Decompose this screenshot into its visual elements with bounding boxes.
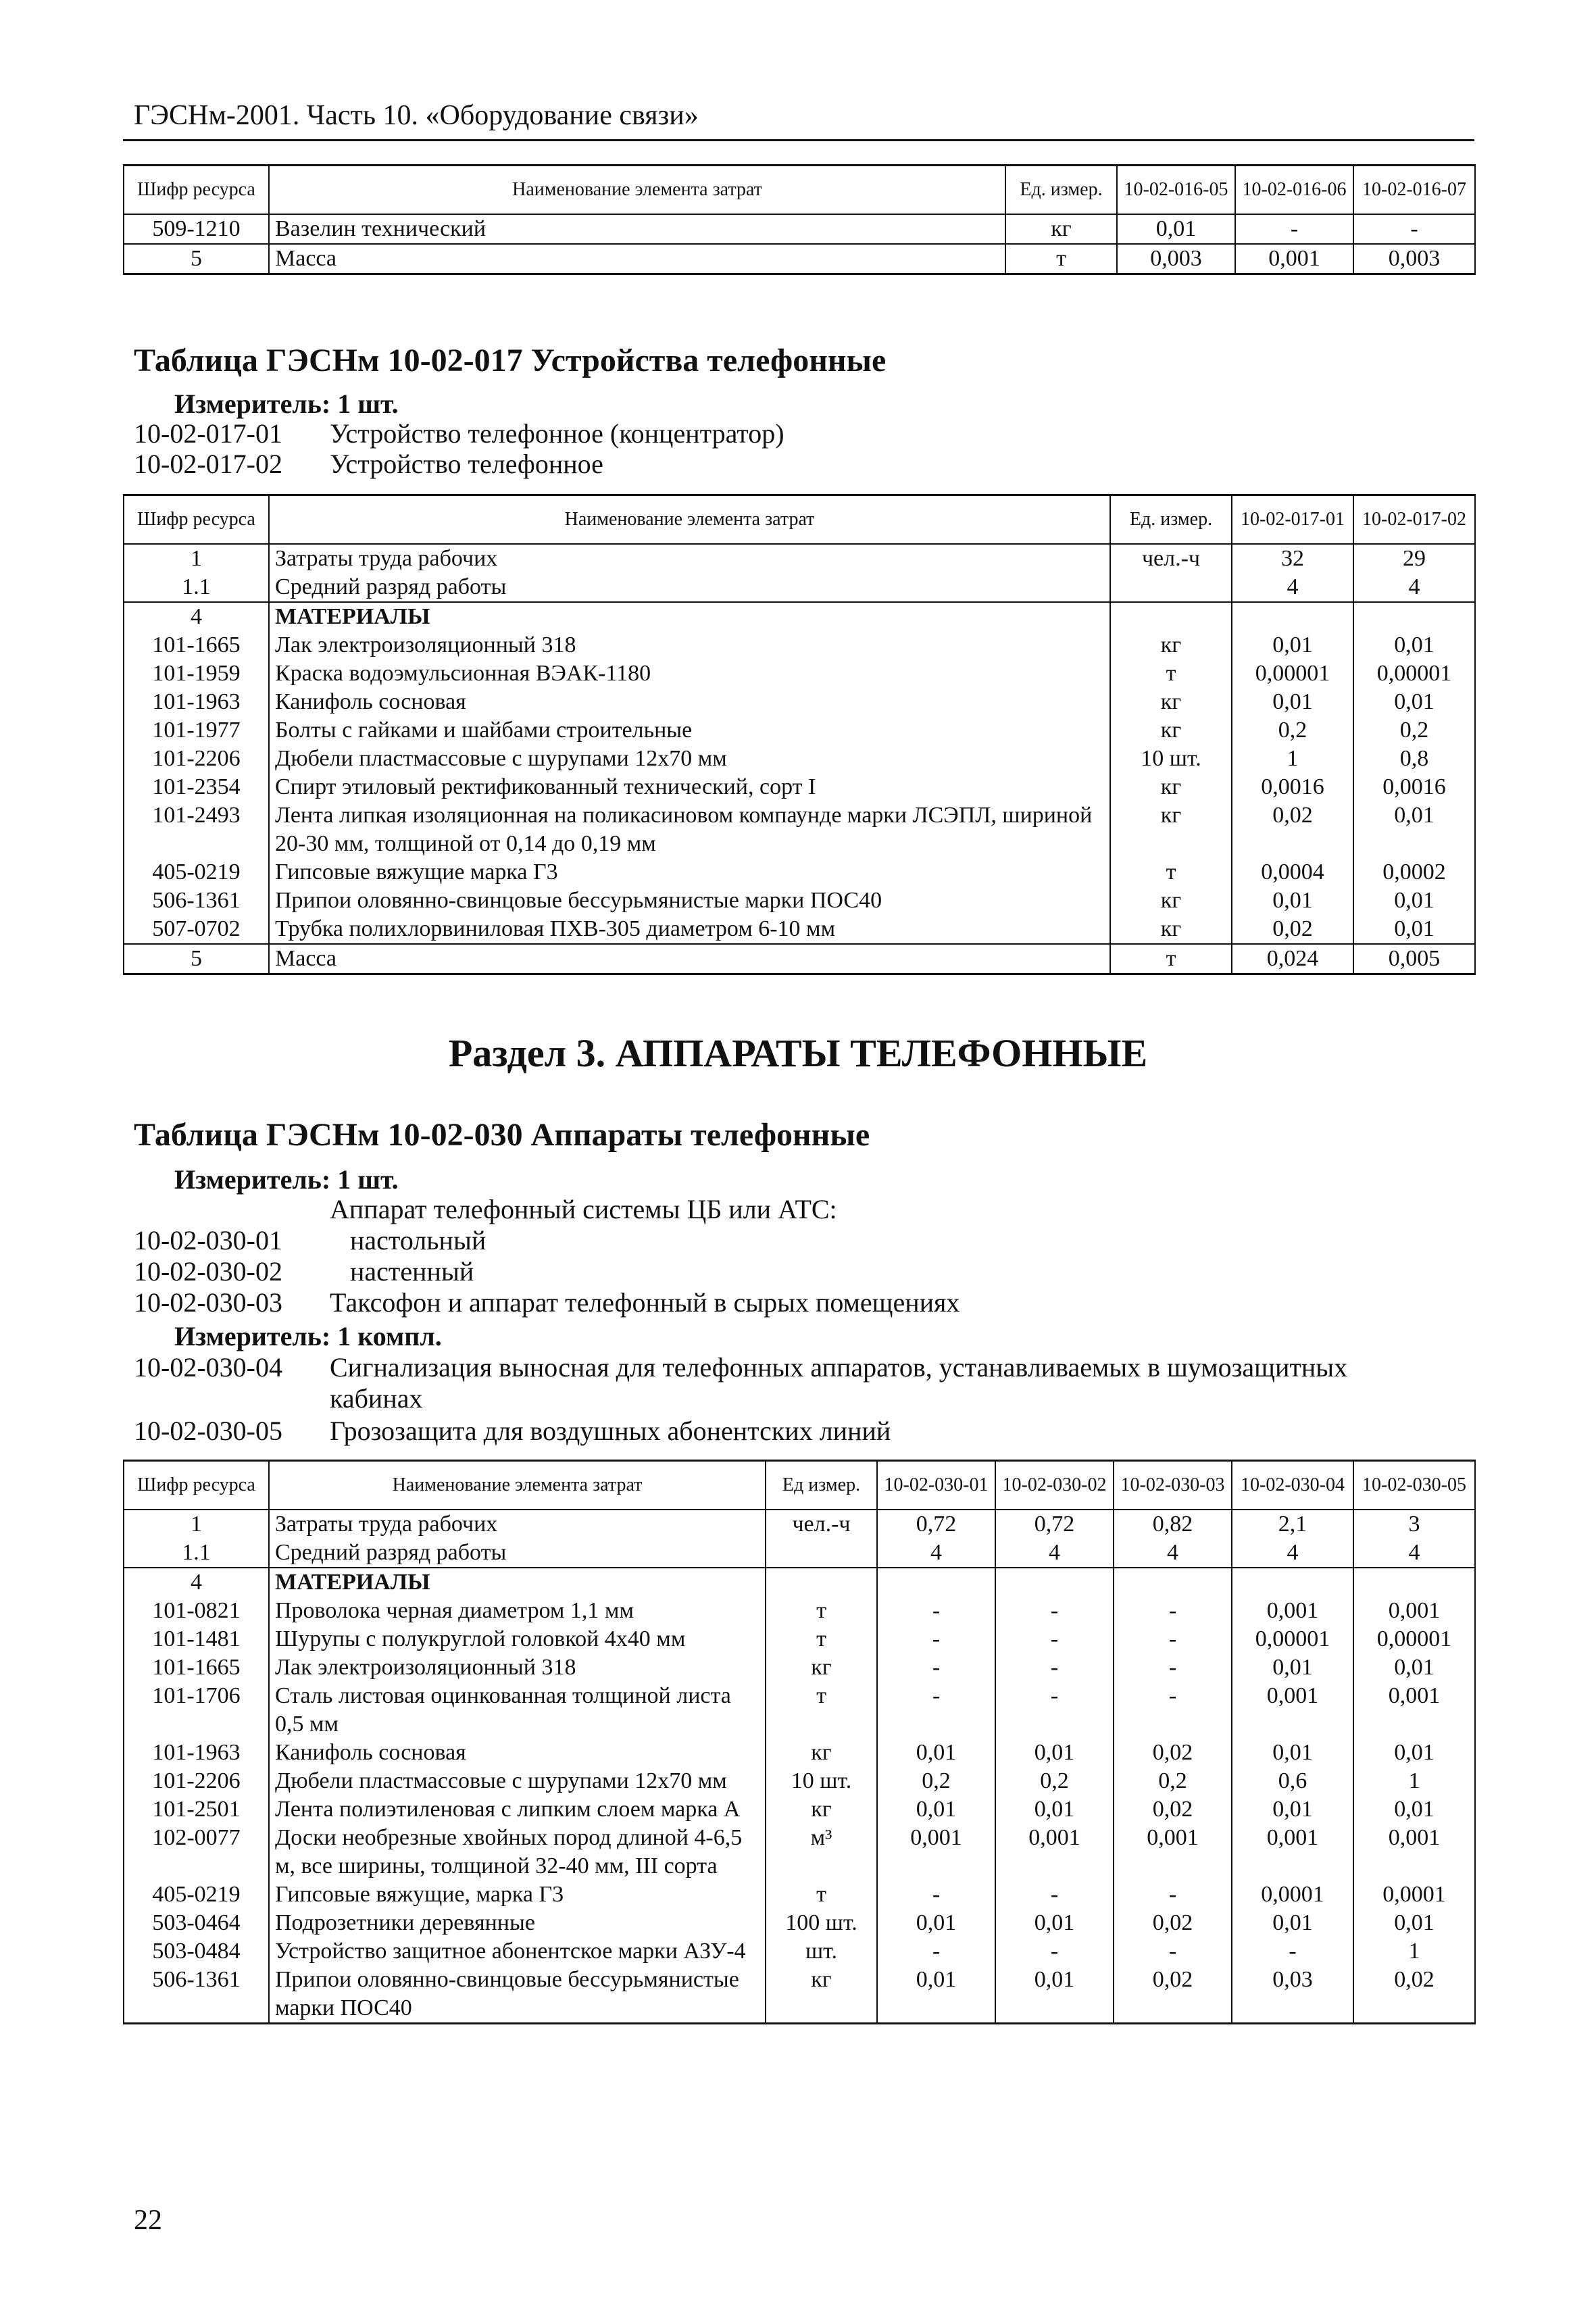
- cell-description: Болты с гайками и шайбами строительные: [269, 716, 1110, 745]
- cell-value: -: [877, 1881, 995, 1909]
- cell-description: Краска водоэмульсионная ВЭАК-1180: [269, 659, 1110, 688]
- cell-value: -: [1114, 1682, 1232, 1739]
- cell-unit: [1110, 573, 1232, 602]
- cell-value: 0,001: [1232, 1682, 1353, 1739]
- cell-value: -: [1114, 1881, 1232, 1909]
- cell-value: 2,1: [1232, 1510, 1353, 1539]
- cell-value: -: [995, 1625, 1114, 1653]
- cell-unit: кг: [1110, 801, 1232, 858]
- cell-value: -: [877, 1682, 995, 1739]
- table-row: [124, 1966, 1475, 2024]
- cell-value: 29: [1353, 544, 1475, 573]
- column-header-name: Наименование элемента затрат: [269, 166, 1005, 214]
- work-item-code: 10-02-030-03: [134, 1287, 282, 1318]
- cell-value: -: [1232, 1937, 1353, 1966]
- cell-value: 0,01: [995, 1909, 1114, 1937]
- column-header: Шифр ресурса: [124, 495, 269, 544]
- cell-description: Проволока черная диаметром 1,1 мм: [269, 1597, 766, 1625]
- cell-value: 0,01: [1232, 1795, 1353, 1824]
- cell-resource-code: 101-1665: [124, 631, 269, 659]
- cell-description: Масса: [269, 944, 1110, 974]
- cell-value: 4: [1232, 573, 1353, 602]
- cell-value: 0,001: [1232, 1597, 1353, 1625]
- cell-unit: кг: [1110, 631, 1232, 659]
- work-item-code: 10-02-017-01: [134, 418, 282, 449]
- cell-resource-code: 101-2206: [124, 745, 269, 773]
- cell-resource-code: 1: [124, 1510, 269, 1539]
- cell-unit: чел.-ч: [766, 1510, 877, 1539]
- cell-description: Гипсовые вяжущие, марка Г3: [269, 1881, 766, 1909]
- cell-value: 0,82: [1114, 1510, 1232, 1539]
- cell-value: 0,005: [1353, 944, 1475, 974]
- cell-value: 0,01: [877, 1966, 995, 2024]
- cell-resource-code: 102-0077: [124, 1824, 269, 1881]
- cell-value: 4: [1353, 1539, 1475, 1568]
- cell-unit: кг: [766, 1966, 877, 2024]
- cell-resource-code: 506-1361: [124, 887, 269, 915]
- resource-table-017: [123, 494, 1476, 975]
- work-item-line: [134, 1354, 1347, 1381]
- table-header-row: [124, 495, 1475, 544]
- work-item-text: Грозозащита для воздушных абонентских линий: [330, 1416, 891, 1446]
- cell-value: -: [877, 1937, 995, 1966]
- table-row: [124, 716, 1475, 745]
- table-row: [124, 1653, 1475, 1682]
- cell-description: Устройство защитное абонентское марки АЗУ-4: [269, 1937, 766, 1966]
- table-row: [124, 1597, 1475, 1625]
- table-row: [124, 1625, 1475, 1653]
- column-header: Шифр ресурса: [124, 1461, 269, 1510]
- cell-value: -: [1114, 1937, 1232, 1966]
- cell-description: Затраты труда рабочих: [269, 544, 1110, 573]
- cell-unit: кг: [1110, 688, 1232, 716]
- cell-value: 0,00001: [1232, 1625, 1353, 1653]
- table-030-meter-2: Измеритель: 1 компл.: [174, 1321, 442, 1351]
- cell-description: Подрозетники деревянные: [269, 1909, 766, 1937]
- work-item-line: [134, 451, 603, 478]
- table-row: [124, 745, 1475, 773]
- cell-value: 0,2: [1353, 716, 1475, 745]
- table-row: [124, 214, 1475, 244]
- work-item-text-continued: кабинах: [330, 1383, 423, 1414]
- cell-value: 0,01: [1353, 631, 1475, 659]
- running-header: ГЭСНм-2001. Часть 10. «Оборудование связи»: [134, 100, 699, 131]
- cell-value: -: [877, 1653, 995, 1682]
- cell-value: 4: [1353, 573, 1475, 602]
- table-row: [124, 944, 1475, 974]
- cell-value: 0,001: [1114, 1824, 1232, 1881]
- cell-unit: кг: [1005, 214, 1117, 244]
- cell-value: 1: [1353, 1767, 1475, 1795]
- cell-unit: т: [766, 1881, 877, 1909]
- cell-value: 0,02: [1232, 915, 1353, 944]
- cell-value: 0,01: [1353, 688, 1475, 716]
- cell-value: [1232, 1568, 1353, 1597]
- cell-resource-code: 506-1361: [124, 1966, 269, 2024]
- work-item-text: настольный: [350, 1225, 487, 1255]
- cell-unit: т: [766, 1597, 877, 1625]
- cell-resource-code: 507-0702: [124, 915, 269, 944]
- cell-value: -: [995, 1682, 1114, 1739]
- cell-value: 0,02: [1114, 1966, 1232, 2024]
- column-header: 10-02-016-07: [1353, 166, 1475, 214]
- cell-value: 0,6: [1232, 1767, 1353, 1795]
- cell-value: -: [1114, 1625, 1232, 1653]
- cell-description: Лента полиэтиленовая с липким слоем марка А: [269, 1795, 766, 1824]
- column-header: 10-02-017-02: [1353, 495, 1475, 544]
- column-header: 10-02-016-05: [1117, 166, 1235, 214]
- cell-value: 0,0016: [1353, 773, 1475, 801]
- cell-value: 0,0004: [1232, 858, 1353, 887]
- cell-value: 0,01: [1232, 1739, 1353, 1767]
- cell-unit: кг: [1110, 915, 1232, 944]
- cell-value: 0,0001: [1353, 1881, 1475, 1909]
- cell-value: 0,01: [1353, 801, 1475, 858]
- cell-value: -: [877, 1625, 995, 1653]
- cell-description: Средний разряд работы: [269, 1539, 766, 1568]
- cell-resource-code: 503-0484: [124, 1937, 269, 1966]
- work-item-code: 10-02-030-04: [134, 1352, 282, 1383]
- cell-resource-code: 101-2493: [124, 801, 269, 858]
- cell-description: Дюбели пластмассовые с шурупами 12х70 мм: [269, 745, 1110, 773]
- cell-value: 0,01: [1353, 1653, 1475, 1682]
- cell-value: 0,00001: [1232, 659, 1353, 688]
- column-header: 10-02-030-04: [1232, 1461, 1353, 1510]
- cell-value: 4: [995, 1539, 1114, 1568]
- cell-description: Лак электроизоляционный 318: [269, 1653, 766, 1682]
- cell-unit: 10 шт.: [1110, 745, 1232, 773]
- cell-value: 0,0016: [1232, 773, 1353, 801]
- cell-unit: кг: [1110, 773, 1232, 801]
- cell-resource-code: 101-1481: [124, 1625, 269, 1653]
- work-item-code: 10-02-030-01: [134, 1225, 282, 1255]
- table-row: [124, 1937, 1475, 1966]
- cell-value: 0,003: [1117, 244, 1235, 274]
- cell-description: Канифоль сосновая: [269, 1739, 766, 1767]
- page-number: 22: [134, 2205, 162, 2236]
- work-item-line: [134, 1227, 486, 1254]
- column-header: 10-02-030-01: [877, 1461, 995, 1510]
- cell-value: -: [877, 1597, 995, 1625]
- work-item-code: 10-02-030-02: [134, 1256, 282, 1287]
- cell-value: 0,001: [995, 1824, 1114, 1881]
- cell-value: [1114, 1568, 1232, 1597]
- cell-value: 0,01: [877, 1795, 995, 1824]
- cell-resource-code: 101-1963: [124, 688, 269, 716]
- table-row: [124, 1909, 1475, 1937]
- column-header: 10-02-030-02: [995, 1461, 1114, 1510]
- work-item-text: Сигнализация выносная для телефонных аппаратов, устанавливаемых в шумозащитных: [330, 1352, 1348, 1383]
- cell-value: 0,01: [877, 1909, 995, 1937]
- cell-description: Вазелин технический: [269, 214, 1005, 244]
- cell-value: 0,003: [1353, 244, 1475, 274]
- cell-value: 0,03: [1232, 1966, 1353, 2024]
- cell-value: 0,01: [1232, 887, 1353, 915]
- cell-resource-code: 1.1: [124, 1539, 269, 1568]
- cell-description: Лак электроизоляционный 318: [269, 631, 1110, 659]
- table-row: [124, 1739, 1475, 1767]
- cell-resource-code: 101-2501: [124, 1795, 269, 1824]
- cell-value: 0,01: [1353, 1909, 1475, 1937]
- cell-value: 0,02: [1114, 1795, 1232, 1824]
- table-row: [124, 773, 1475, 801]
- cell-value: 0,2: [877, 1767, 995, 1795]
- resource-table-030: [123, 1460, 1476, 2024]
- cell-description: МАТЕРИАЛЫ: [269, 1568, 766, 1597]
- cell-value: 0,02: [1353, 1966, 1475, 2024]
- table-header-row: [124, 1461, 1475, 1510]
- cell-unit: чел.-ч: [1110, 544, 1232, 573]
- cell-value: 0,01: [1232, 631, 1353, 659]
- cell-value: [1232, 602, 1353, 631]
- cell-unit: т: [1110, 858, 1232, 887]
- cell-value: 4: [877, 1539, 995, 1568]
- table-030-title: Таблица ГЭСНм 10-02-030 Аппараты телефонные: [134, 1117, 870, 1153]
- cell-value: -: [1353, 214, 1475, 244]
- work-item-text: Таксофон и аппарат телефонный в сырых помещениях: [330, 1287, 960, 1318]
- cell-unit: т: [1110, 944, 1232, 974]
- table-row: [124, 887, 1475, 915]
- table-row: [124, 1795, 1475, 1824]
- cell-value: 0,02: [1114, 1739, 1232, 1767]
- work-item-line: [134, 1289, 959, 1316]
- cell-unit: т: [1110, 659, 1232, 688]
- cell-value: 0,0001: [1232, 1881, 1353, 1909]
- table-row: [124, 858, 1475, 887]
- table-row: [124, 1539, 1475, 1568]
- cell-value: 0,01: [1232, 1909, 1353, 1937]
- cell-resource-code: 5: [124, 244, 269, 274]
- cell-description: Канифоль сосновая: [269, 688, 1110, 716]
- cell-resource-code: 405-0219: [124, 1881, 269, 1909]
- table-row: [124, 1568, 1475, 1597]
- cell-resource-code: 101-1665: [124, 1653, 269, 1682]
- cell-description: Спирт этиловый ректификованный технический, сорт I: [269, 773, 1110, 801]
- column-header: 10-02-016-06: [1235, 166, 1353, 214]
- table-row: [124, 244, 1475, 274]
- cell-value: 0,01: [1353, 1739, 1475, 1767]
- cell-value: 0,001: [1353, 1597, 1475, 1625]
- cell-description: Затраты труда рабочих: [269, 1510, 766, 1539]
- cell-value: 0,001: [1232, 1824, 1353, 1881]
- cell-description: Припои оловянно-свинцовые бессурьмянистые марки ПОС40: [269, 887, 1110, 915]
- cell-unit: [766, 1568, 877, 1597]
- cell-value: -: [1114, 1653, 1232, 1682]
- cell-unit: 10 шт.: [766, 1767, 877, 1795]
- cell-value: 0,01: [1232, 688, 1353, 716]
- cell-value: [1353, 1568, 1475, 1597]
- cell-value: 4: [1114, 1539, 1232, 1568]
- cell-resource-code: 101-1977: [124, 716, 269, 745]
- header-rule: [123, 139, 1474, 141]
- cell-value: 0,01: [1232, 1653, 1353, 1682]
- cell-value: -: [995, 1881, 1114, 1909]
- cell-value: 0,2: [1232, 716, 1353, 745]
- cell-value: [995, 1568, 1114, 1597]
- cell-value: 0,01: [1353, 915, 1475, 944]
- cell-resource-code: 101-1963: [124, 1739, 269, 1767]
- column-header: Шифр ресурса: [124, 166, 269, 214]
- work-item-text: настенный: [350, 1256, 474, 1287]
- table-row: [124, 1682, 1475, 1739]
- column-header: 10-02-030-05: [1353, 1461, 1475, 1510]
- cell-unit: кг: [1110, 716, 1232, 745]
- cell-unit: [1110, 602, 1232, 631]
- cell-value: 0,01: [877, 1739, 995, 1767]
- cell-resource-code: 405-0219: [124, 858, 269, 887]
- column-header: Ед. измер.: [1110, 495, 1232, 544]
- column-header: Ед измер.: [766, 1461, 877, 1510]
- cell-value: 0,72: [995, 1510, 1114, 1539]
- cell-resource-code: 101-2206: [124, 1767, 269, 1795]
- cell-resource-code: 509-1210: [124, 214, 269, 244]
- cell-value: 0,01: [1117, 214, 1235, 244]
- cell-value: 1: [1353, 1937, 1475, 1966]
- work-item-code: 10-02-017-02: [134, 449, 282, 479]
- cell-value: [1353, 602, 1475, 631]
- cell-value: 0,72: [877, 1510, 995, 1539]
- cell-value: -: [995, 1597, 1114, 1625]
- cell-value: [877, 1568, 995, 1597]
- table-030-meter: Измеритель: 1 шт.: [174, 1164, 399, 1195]
- cell-value: -: [995, 1653, 1114, 1682]
- cell-value: 0,02: [1114, 1909, 1232, 1937]
- cell-description: Гипсовые вяжущие марка Г3: [269, 858, 1110, 887]
- work-group-intro: Аппарат телефонный системы ЦБ или АТС:: [330, 1194, 837, 1224]
- cell-resource-code: 101-1959: [124, 659, 269, 688]
- table-row: [124, 915, 1475, 944]
- cell-unit: кг: [766, 1653, 877, 1682]
- cell-description: Средний разряд работы: [269, 573, 1110, 602]
- cell-description: Лента липкая изоляционная на поликасиновом компаунде марки ЛСЭПЛ, шириной 20-30 мм, толщиной от 0,14 до 0,19 мм: [269, 801, 1110, 858]
- cell-resource-code: 101-0821: [124, 1597, 269, 1625]
- table-row: [124, 659, 1475, 688]
- table-row: [124, 1824, 1475, 1881]
- cell-value: 0,001: [1353, 1682, 1475, 1739]
- cell-unit: шт.: [766, 1937, 877, 1966]
- cell-value: 0,01: [1353, 1795, 1475, 1824]
- resource-table-016: [123, 164, 1476, 275]
- column-header: 10-02-017-01: [1232, 495, 1353, 544]
- cell-resource-code: 1: [124, 544, 269, 573]
- section-title: Раздел 3. АППАРАТЫ ТЕЛЕФОННЫЕ: [448, 1031, 1148, 1075]
- cell-value: 0,01: [995, 1966, 1114, 2024]
- cell-resource-code: 101-2354: [124, 773, 269, 801]
- table-017-meter: Измеритель: 1 шт.: [174, 389, 399, 419]
- cell-description: Трубка полихлорвиниловая ПХВ-305 диаметром 6-10 мм: [269, 915, 1110, 944]
- cell-description: Припои оловянно-свинцовые бессурьмянистые марки ПОС40: [269, 1966, 766, 2024]
- cell-value: 0,00001: [1353, 659, 1475, 688]
- cell-unit: кг: [766, 1739, 877, 1767]
- work-item-line: [134, 1258, 474, 1285]
- cell-description: Дюбели пластмассовые с шурупами 12х70 мм: [269, 1767, 766, 1795]
- cell-value: -: [1235, 214, 1353, 244]
- cell-value: 0,024: [1232, 944, 1353, 974]
- cell-value: 0,001: [877, 1824, 995, 1881]
- cell-value: 0,001: [1235, 244, 1353, 274]
- work-item-text: Устройство телефонное (концентратор): [330, 418, 784, 449]
- cell-description: Доски необрезные хвойных пород длиной 4-6,5 м, все ширины, толщиной 32-40 мм, III сорта: [269, 1824, 766, 1881]
- cell-value: 4: [1232, 1539, 1353, 1568]
- table-row: [124, 602, 1475, 631]
- work-item-code: 10-02-030-05: [134, 1416, 282, 1446]
- cell-value: -: [995, 1937, 1114, 1966]
- table-row: [124, 688, 1475, 716]
- cell-unit: м³: [766, 1824, 877, 1881]
- cell-resource-code: 4: [124, 602, 269, 631]
- table-017-title: Таблица ГЭСНм 10-02-017 Устройства телефонные: [134, 343, 887, 378]
- cell-value: 0,01: [1353, 887, 1475, 915]
- cell-unit: кг: [766, 1795, 877, 1824]
- cell-description: МАТЕРИАЛЫ: [269, 602, 1110, 631]
- column-header: Ед. измер.: [1005, 166, 1117, 214]
- cell-unit: т: [766, 1682, 877, 1739]
- column-header-name: Наименование элемента затрат: [269, 495, 1110, 544]
- cell-value: 0,00001: [1353, 1625, 1475, 1653]
- cell-value: 0,0002: [1353, 858, 1475, 887]
- work-item-line: [134, 1418, 891, 1445]
- table-row: [124, 1510, 1475, 1539]
- table-row: [124, 544, 1475, 573]
- cell-resource-code: 101-1706: [124, 1682, 269, 1739]
- cell-resource-code: 503-0464: [124, 1909, 269, 1937]
- column-header-name: Наименование элемента затрат: [269, 1461, 766, 1510]
- cell-value: 0,2: [995, 1767, 1114, 1795]
- column-header: 10-02-030-03: [1114, 1461, 1232, 1510]
- cell-value: 0,01: [995, 1795, 1114, 1824]
- cell-value: 0,001: [1353, 1824, 1475, 1881]
- cell-resource-code: 1.1: [124, 573, 269, 602]
- cell-unit: [766, 1539, 877, 1568]
- cell-value: 3: [1353, 1510, 1475, 1539]
- table-header-row: [124, 166, 1475, 214]
- cell-value: -: [1114, 1597, 1232, 1625]
- work-item-text: Устройство телефонное: [330, 449, 603, 479]
- table-row: [124, 573, 1475, 602]
- table-row: [124, 631, 1475, 659]
- cell-value: 0,01: [995, 1739, 1114, 1767]
- cell-description: Масса: [269, 244, 1005, 274]
- cell-description: Сталь листовая оцинкованная толщиной листа 0,5 мм: [269, 1682, 766, 1739]
- cell-value: 0,8: [1353, 745, 1475, 773]
- cell-unit: т: [1005, 244, 1117, 274]
- table-row: [124, 801, 1475, 858]
- cell-resource-code: 5: [124, 944, 269, 974]
- cell-unit: кг: [1110, 887, 1232, 915]
- cell-value: 32: [1232, 544, 1353, 573]
- table-row: [124, 1881, 1475, 1909]
- cell-description: Шурупы с полукруглой головкой 4х40 мм: [269, 1625, 766, 1653]
- cell-value: 0,02: [1232, 801, 1353, 858]
- work-item-line: [134, 420, 784, 447]
- cell-unit: т: [766, 1625, 877, 1653]
- cell-resource-code: 4: [124, 1568, 269, 1597]
- cell-unit: 100 шт.: [766, 1909, 877, 1937]
- cell-value: 0,2: [1114, 1767, 1232, 1795]
- table-row: [124, 1767, 1475, 1795]
- cell-value: 1: [1232, 745, 1353, 773]
